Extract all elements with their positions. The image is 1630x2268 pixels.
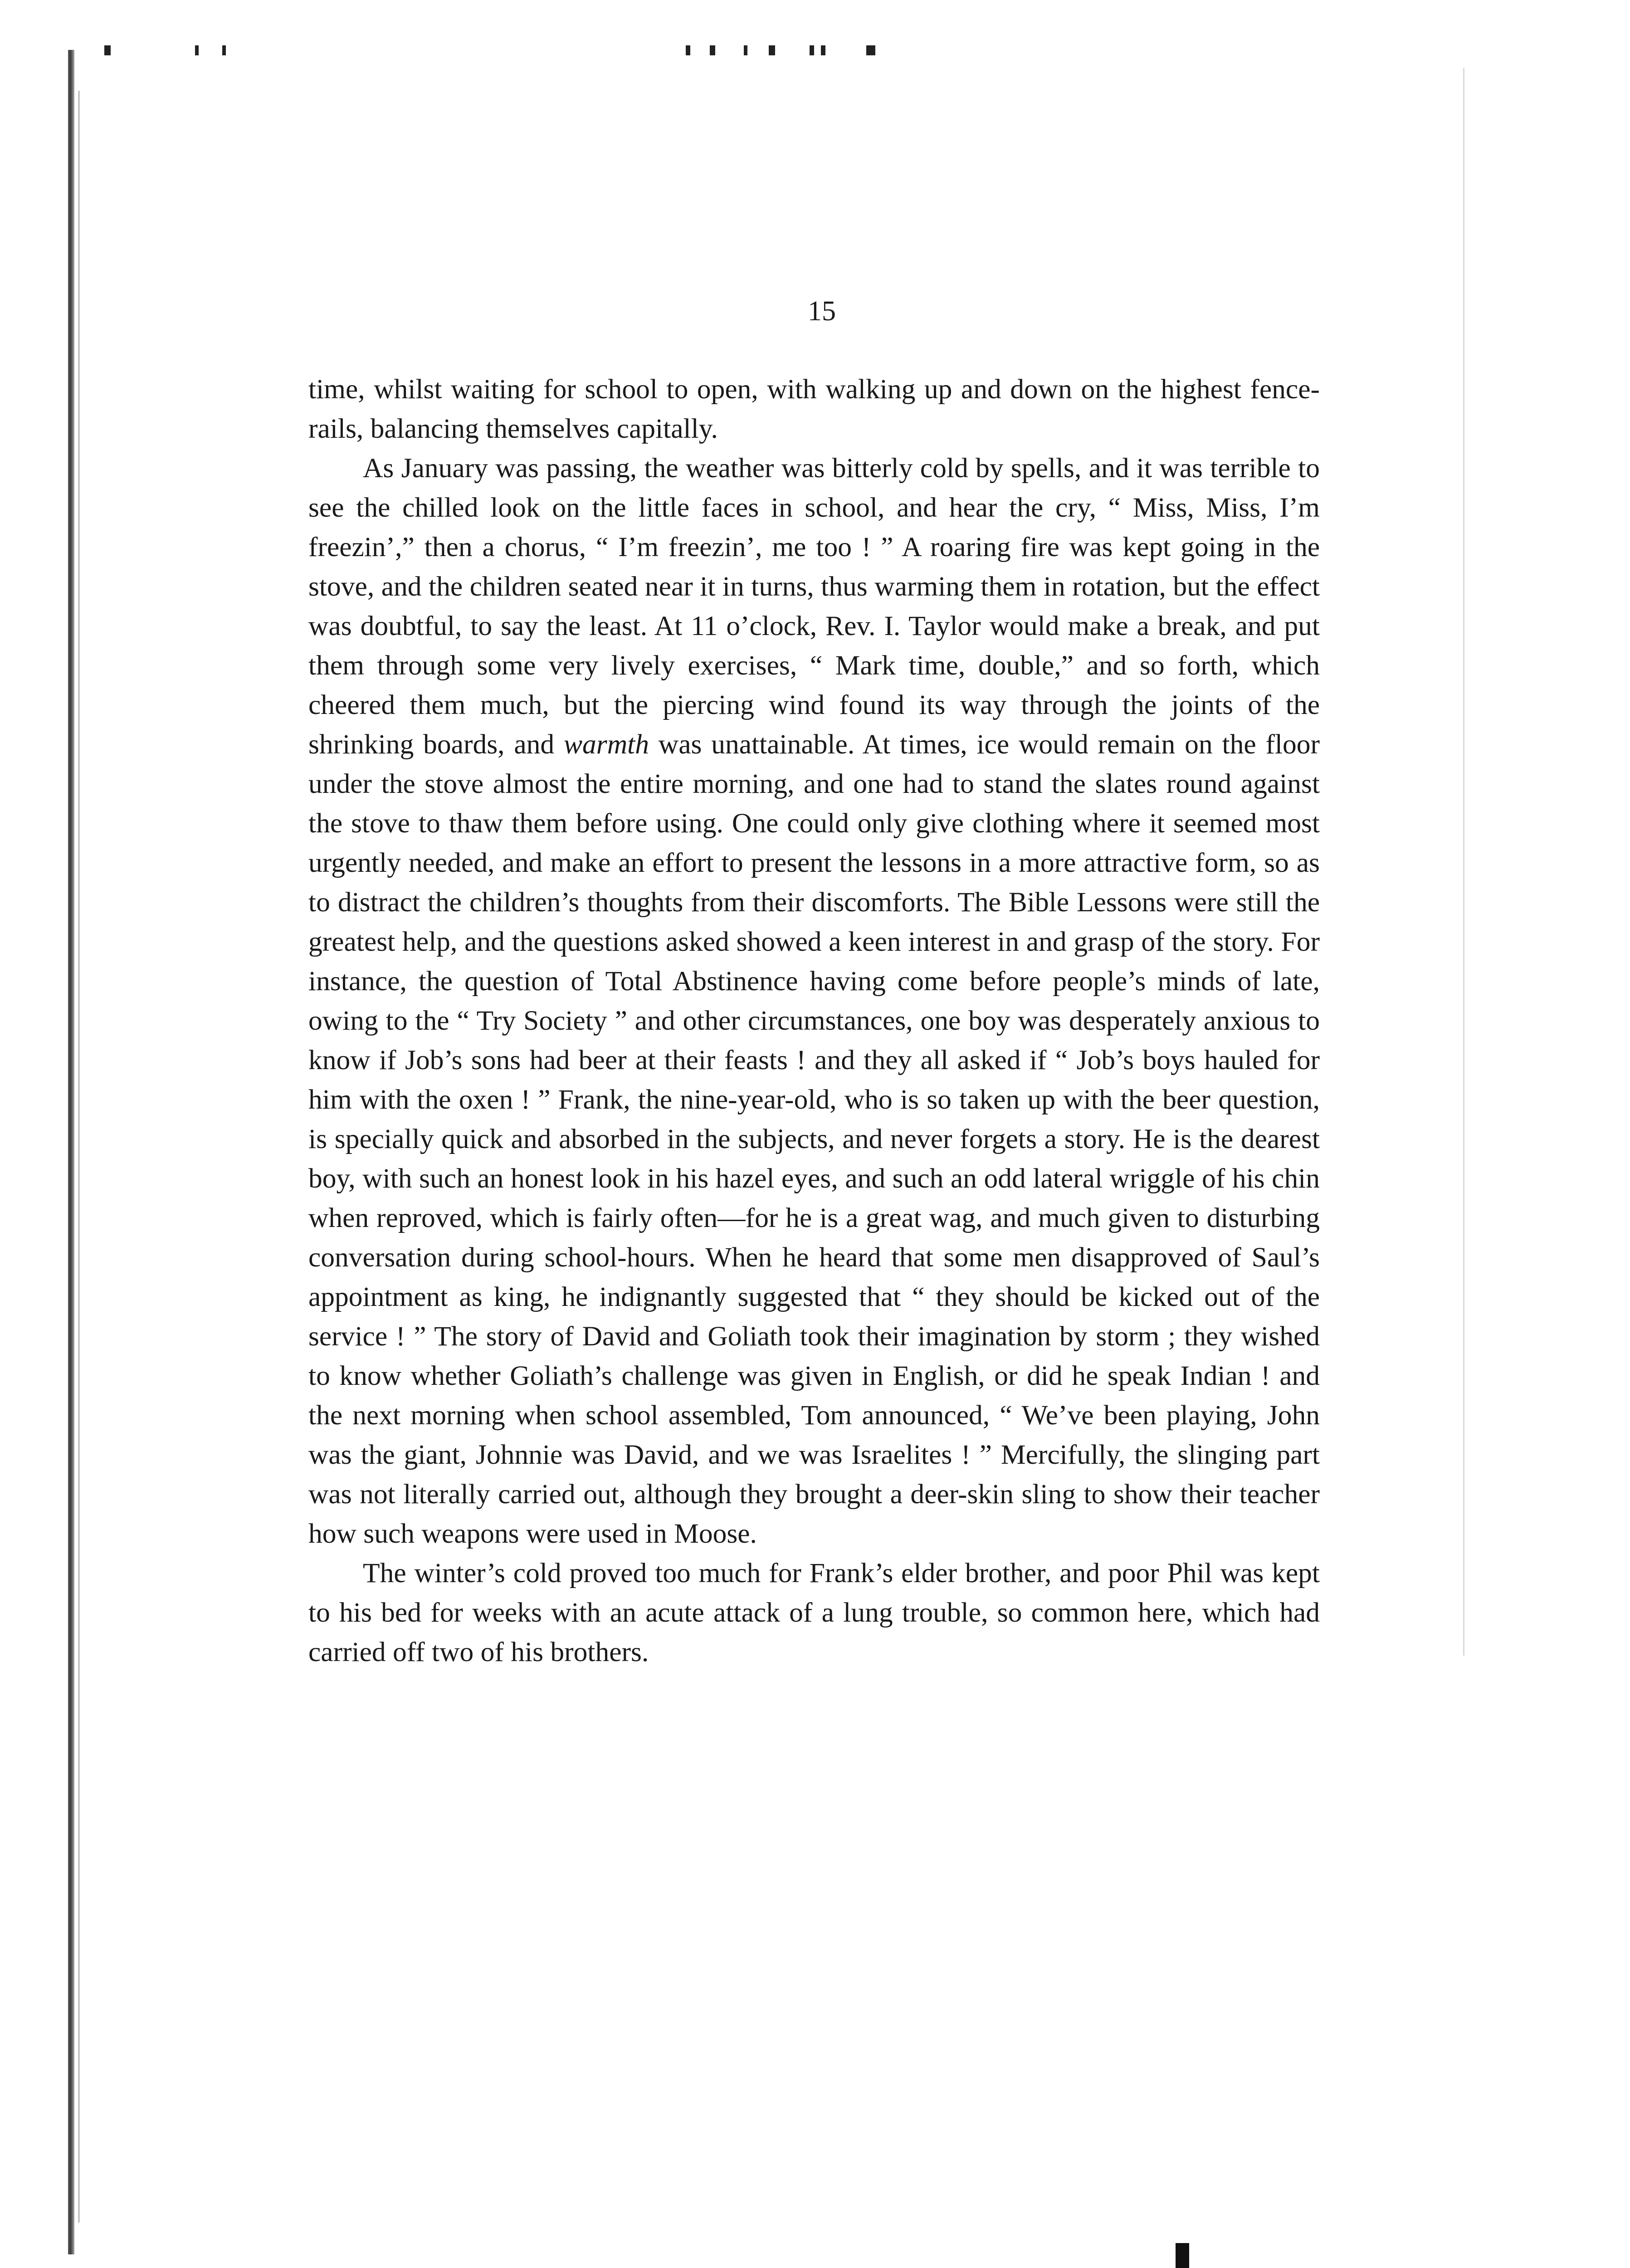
paragraph-3: The winter’s cold proved too much for Frank’s elder brother, and poor Phil was kept to his bed for weeks with an acute attack of a lung trouble, so common here, which had carried off two of his brothers.: [308, 1558, 1320, 1667]
page-number: 15: [808, 296, 836, 327]
body-text: [308, 370, 1320, 1672]
paragraph-1: time, whilst waiting for school to open, with walking up and down on the highest fence-rails, balancing themselves capitally.: [308, 374, 1320, 444]
binding-edge-line: [78, 91, 80, 2223]
paragraph-2: [308, 449, 1320, 1554]
top-scan-marks: [0, 45, 1630, 59]
emphasized-word: warmth: [564, 729, 649, 760]
paragraph-2-part-1: As January was passing, the weather was bitterly cold by spells, and it was terrible to see the chilled look on the little faces in school, and hear the cry, “ Miss, Miss, I’m freezin’,” then a chorus, “ I’m freezin’, me too ! ” A roaring fire was kept going in the stove, and the children seated near it in turns, thus warming them in rotation, but the effect was doubtful, to say the least. At 11 o’clock, Rev. I. Taylor would make a break, and put them through some very lively exercises, “ Mark time, double,” and so forth, which cheered them much, but the piercing wind found its way through the joints of the shrinking boards, and: [308, 453, 1320, 760]
paragraph-2-part-2: was unattainable. At times, ice would remain on the floor under the stove almost the entire morning, and one had to stand the slates round against the stove to thaw them before using. One could only give clothing where it seemed most urgently needed, and make an effort to present the lessons in a more attractive form, so as to distract the children’s thoughts from their discomforts. The Bible Lessons were still the greatest help, and the questions asked showed a keen interest in and grasp of the story. For instance, the question of Total Abstinence having come before people’s minds of late, owing to the “ Try Society ” and other circumstances, one boy was desperately anxious to know if Job’s sons had beer at their feasts ! and they all asked if “ Job’s boys hauled for him with the oxen ! ” Frank, the nine-year-old, who is so taken up with the beer question, is specially quick and absorbed in the subjects, and never forgets a story. He is the dearest boy, with such an honest look in his hazel eyes, and such an odd lateral wriggle of his chin when reproved, which is fairly often—for he is a great wag, and much given to disturbing conversation during school-hours. When he heard that some men disapproved of Saul’s appointment as king, he indignantly suggested that “ they should be kicked out of the service ! ” The story of David and Goliath took their imagination by storm ; they wished to know whether Goliath’s challenge was given in English, or did he speak Indian ! and the next morning when school assembled, Tom announced, “ We’ve been playing, John was the giant, Johnnie was David, and we was Israelites ! ” Mercifully, the slinging part was not literally carried out, although they brought a deer-skin sling to show their teacher how such weapons were used in Moose.: [308, 729, 1320, 1549]
bottom-scan-mark: [1176, 2243, 1189, 2268]
binding-edge-shadow: [68, 50, 74, 2254]
